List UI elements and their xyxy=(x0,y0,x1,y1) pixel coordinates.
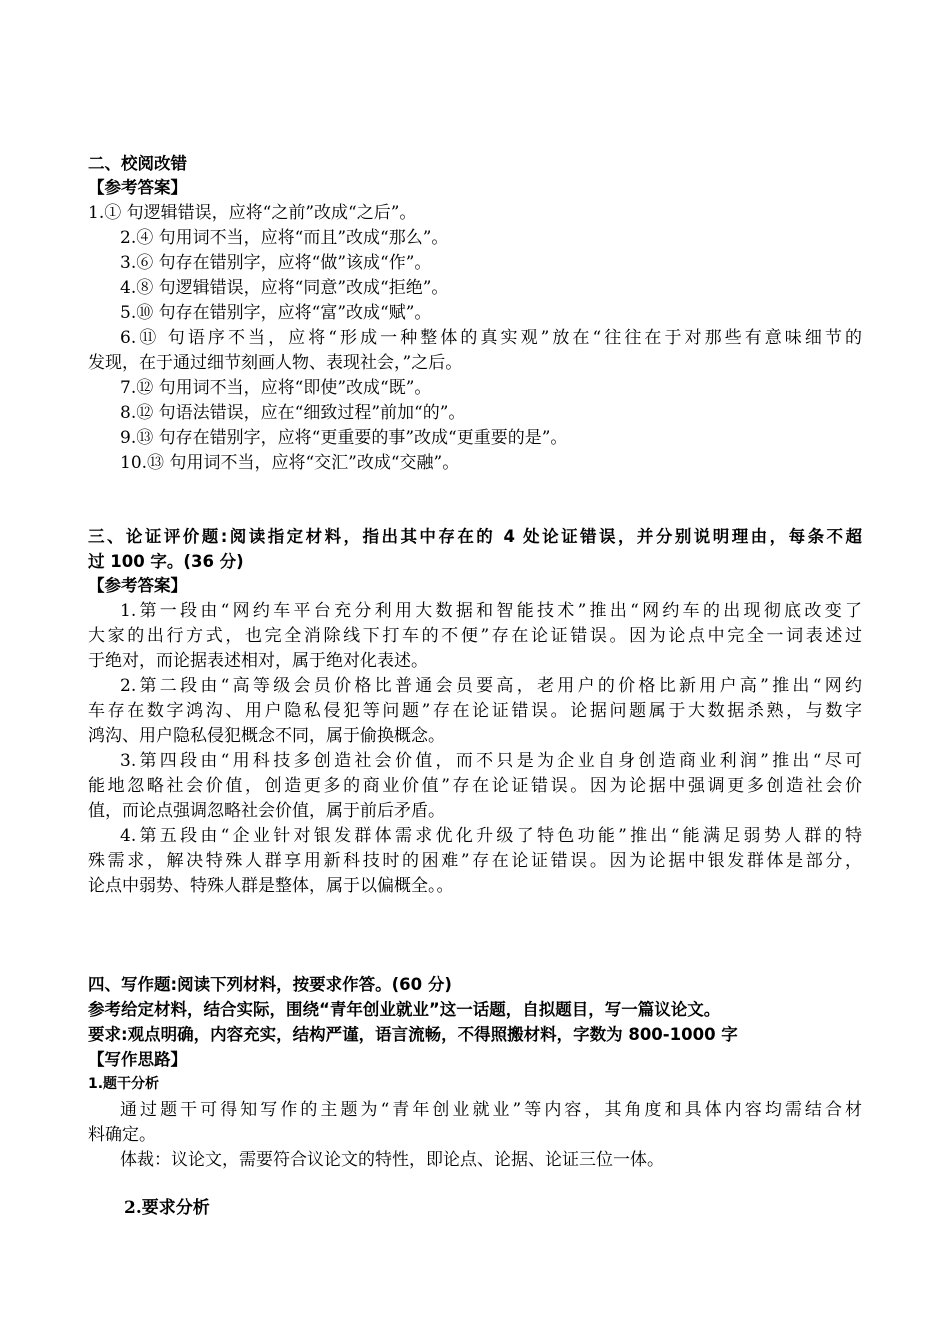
section3-line-2: 大家的出行方式，也完全消除线下打车的不便”存在论证错误。因为论点中完全一词表述过 xyxy=(88,626,862,646)
section4-sub1-title: 1.题干分析 xyxy=(88,1076,160,1092)
section2-item-2: 2.④ 句用词不当，应将“而且”改成“那么”。 xyxy=(120,228,449,248)
section2-answer-label: 【参考答案】 xyxy=(88,178,187,197)
section2-item-3: 3.⑥ 句存在错别字，应将“做”该成“作”。 xyxy=(120,253,432,273)
section2-item-4: 4.⑧ 句逻辑错误，应将“同意”改成“拒绝”。 xyxy=(120,278,449,298)
section2-item-9: 9.⑬ 句存在错别字，应将“更重要的事”改成“更重要的是”。 xyxy=(120,428,568,448)
section3-line-3: 于绝对，而论据表述相对，属于绝对化表述。 xyxy=(88,651,428,671)
section4-sub1-line-2: 料确定。 xyxy=(88,1125,156,1145)
section3-line-8: 能地忽略社会价值，创造更多的商业价值”存在论证错误。因为论据中强调更多创造社会价 xyxy=(88,776,862,796)
section4-sub2-title: 2.要求分析 xyxy=(124,1198,210,1218)
section2-item-8: 8.⑫ 句语法错误，应在“细致过程”前加“的”。 xyxy=(120,403,466,423)
section3-line-4: 2.第二段由“高等级会员价格比普通会员要高，老用户的价格比新用户高”推出“网约 xyxy=(120,676,862,696)
section3-line-7: 3.第四段由“用科技多创造社会价值，而不只是为企业自身创造商业利润”推出“尽可 xyxy=(120,751,862,771)
section2-item-10: 10.⑬ 句用词不当，应将“交汇”改成“交融”。 xyxy=(120,453,460,473)
section3-heading-line2: 过 100 字。(36 分) xyxy=(88,552,244,571)
section3-line-1: 1.第一段由“网约车平台充分利用大数据和智能技术”推出“网约车的出现彻底改变了 xyxy=(120,601,862,621)
section4-sub1-line-3: 体裁：议论文，需要符合议论文的特性，即论点、论据、论证三位一体。 xyxy=(120,1150,664,1170)
section2-item-1: 1.① 句逻辑错误，应将“之前”改成“之后”。 xyxy=(88,203,417,223)
section4-requirement: 要求:观点明确，内容充实，结构严谨，语言流畅，不得照搬材料，字数为 800-1000 字 xyxy=(88,1025,738,1044)
section4-heading: 四、写作题:阅读下列材料，按要求作答。(60 分) xyxy=(88,975,452,994)
section2-item-6: 6.⑪ 句语序不当，应将“形成一种整体的真实观”放在“往往在于对那些有意味细节的 xyxy=(120,328,862,348)
section3-line-9: 值，而论点强调忽略社会价值，属于前后矛盾。 xyxy=(88,801,445,821)
section3-line-6: 鸿沟、用户隐私侵犯概念不同，属于偷换概念。 xyxy=(88,726,445,746)
section2-item-6-cont: 发现，在于通过细节刻画人物、表现社会，”之后。 xyxy=(88,353,463,373)
section2-item-7: 7.⑫ 句用词不当，应将“即使”改成“既”。 xyxy=(120,378,432,398)
section3-line-10: 4.第五段由“企业针对银发群体需求优化升级了特色功能”推出“能满足弱势人群的特 xyxy=(120,826,862,846)
section3-line-12: 论点中弱势、特殊人群是整体，属于以偏概全。。 xyxy=(88,876,454,896)
section2-item-5: 5.⑩ 句存在错别字，应将“富”改成“赋”。 xyxy=(120,303,432,323)
section4-prompt: 参考给定材料，结合实际，围绕“青年创业就业”这一话题，自拟题目，写一篇议论文。 xyxy=(88,1000,721,1019)
section3-answer-label: 【参考答案】 xyxy=(88,576,187,595)
section4-sub1-line-1: 通过题干可得知写作的主题为“青年创业就业”等内容，其角度和具体内容均需结合材 xyxy=(120,1100,862,1120)
section3-line-5: 车存在数字鸿沟、用户隐私侵犯等问题”存在论证错误。论据问题属于大数据杀熟，与数字 xyxy=(88,701,862,721)
section3-heading-line1: 三、论证评价题:阅读指定材料，指出其中存在的 4 处论证错误，并分别说明理由，每条不超 xyxy=(88,527,862,546)
section4-thinking-label: 【写作思路】 xyxy=(88,1050,187,1069)
section2-heading: 二、校阅改错 xyxy=(88,154,187,173)
section3-line-11: 殊需求，解决特殊人群享用新科技时的困难”存在论证错误。因为论据中银发群体是部分， xyxy=(88,851,862,871)
